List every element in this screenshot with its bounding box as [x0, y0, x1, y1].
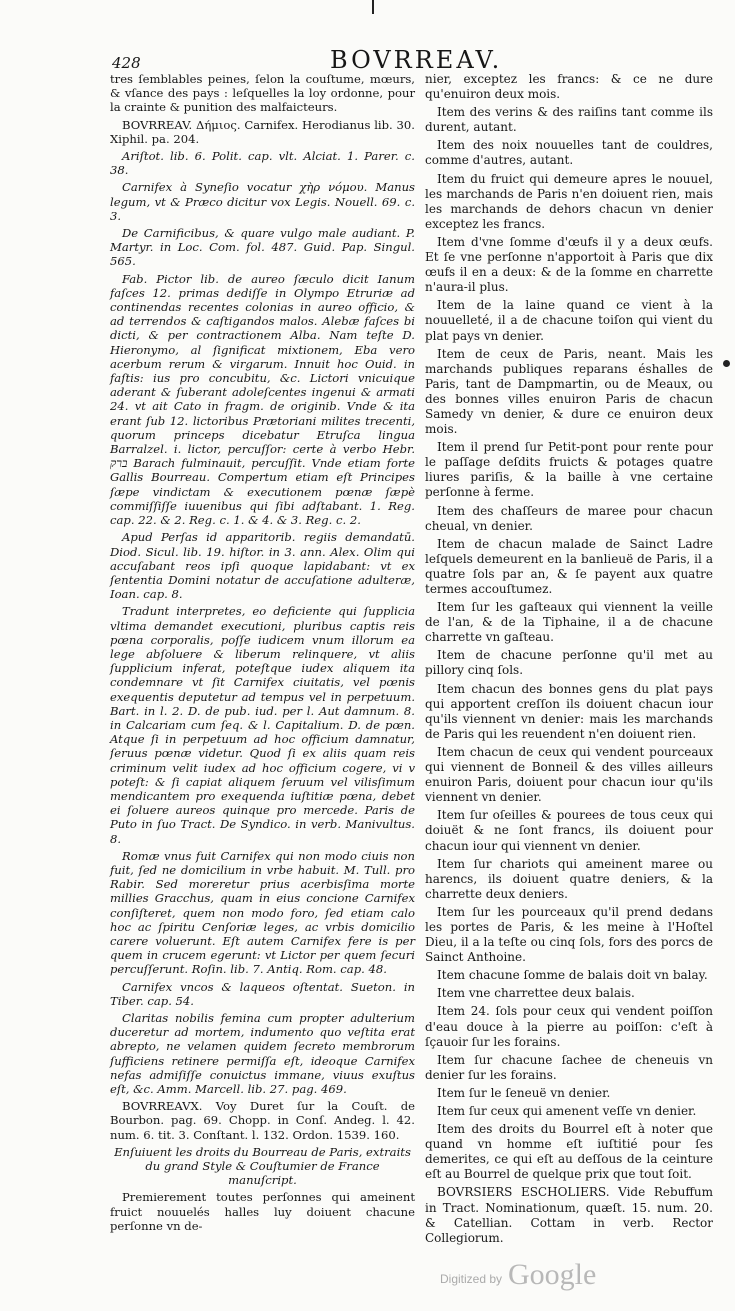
- left-paragraph: BOVRREAVX. Voy Duret ſur la Couſt. de Bourbon. pag. 69. Chopp. in Conſ. Andeg. l. 42. num. 6. tit. 3. Conſtant. l. 132. Ordon. 1539. 160.: [110, 1099, 415, 1142]
- right-paragraph: BOVRSIERS ESCHOLIERS. Vide Rebuffum in Tract. Nominationum, quæſt. 15. num. 20. & Catellian. Cottam in verb. Rector Collegiorum.: [425, 1185, 713, 1245]
- right-paragraph: Item d'vne ſomme d'œufs il y a deux œufs. Et ſe vne perſonne n'apportoit à Paris que dix œufs il en a deux: & de la ſomme en charrette n'aura-il plus.: [425, 234, 713, 295]
- right-paragraph: Item ſur ceux qui amenent veſſe vn denier.: [437, 1104, 697, 1118]
- right-paragraph: Item chacun de ceux qui vendent pourceaux qui viennent de Bonneil & des villes ailleurs enuiron Paris, doiuent pour chacun iour qu'ils viennent vn denier.: [425, 744, 713, 805]
- left-paragraph: Apud Perſas id apparitorib. regiis demandatū. Diod. Sicul. lib. 19. hiſtor. in 3. ann. Alex. Olim qui accuſabant reos ipſi quoque lapidabant: vt ex ſententia Domini notatur de accuſatione adulteræ, Ioan. cap. 8.: [110, 530, 415, 602]
- right-paragraph: nier, exceptez les francs: & ce ne dure qu'enuiron deux mois.: [425, 72, 713, 102]
- left-paragraph: Carnifex vncos & laqueos oſtentat. Sueton. in Tiber. cap. 54.: [110, 979, 415, 1008]
- top-ink-mark: [372, 0, 374, 14]
- right-paragraph: Item des noix nouuelles tant de couldres, comme d'autres, autant.: [425, 138, 713, 168]
- left-paragraph: Premierement toutes perſonnes qui ameinent fruict nouuelés halles luy doiuent chacune perſonne vn de-: [110, 1190, 415, 1233]
- right-paragraph: Item de chacun malade de Sainct Ladre leſquels demeurent en la banlieuë de Paris, il a quatre ſols par an, & ſe payent aux quatre termes accouſtumez.: [425, 536, 713, 596]
- right-paragraph: Item ſur le ſeneuë vn denier.: [437, 1085, 611, 1100]
- right-paragraph: Item de la laine quand ce vient à la nouuelleté, il a de chacune toiſon qui vient du plat pays vn denier.: [425, 298, 713, 343]
- left-paragraph: Fab. Pictor lib. de aureo ſæculo dicit Ianum faſces 12. primas dediſſe in Olympo Etruriæ ad continendas recentes colonias in aureo officio, & ad terrendos & caſtigandos malos. Alebæ faſces bi dicti, & per contractionem Alba. Nam teſte D. Hieronymo, al ſignificat mixtionem, Eba vero acerbum rerum & virgarum. Innuit hoc Ouid. in faſtis: ius pro concubitu, &c. Lictori vnicuique aderant & ſuberant adoleſcentes ingenui & armati 24. vt ait Cato in fragm. de originib. Vnde & ita erant ſub 12. lictoribus Prætoriani milites trecenti, quorum princeps dicebatur Etruſca lingua Barralzel. i. lictor, percuſſor: certe à verbo Hebr. ברק Barach fulminauit, percuſſit. Vnde etiam forte Gallis Bourreau. Compertum etiam eſt Principes ſæpe vindictam & executionem pœnæ ſæpè commiſſiſſe iuuenibus qui ſibi adſtabant. 1. Reg. cap. 22. & 2. Reg. c. 1. & 4. & 3. Reg. c. 2.: [110, 271, 415, 528]
- right-paragraph: Item ſur les pourceaux qu'il prend dedans les portes de Paris, & les meine à l'Hoſtel Dieu, il a la teſte ou cinq ſols, fors des porcs de Sainct Anthoine.: [425, 904, 713, 965]
- right-paragraph: Item chacun des bonnes gens du plat pays qui apportent creſſon ils doiuent chacun iour qu'ils viennent vn denier: mais les marchands de Paris qui les reuendent n'en doiuent rien.: [425, 681, 713, 741]
- right-paragraph: Item ſur chariots qui ameinent maree ou harencs, ils doiuent quatre deniers, & la charrette deux deniers.: [425, 856, 713, 901]
- google-logo: Google: [508, 1258, 597, 1291]
- left-paragraph: tres ſemblables peines, ſelon la couſtume, mœurs, & vſance des pays : leſquelles la loy ordonne, pour la crainte & punition des malfaicteurs.: [110, 72, 415, 115]
- left-paragraph: De Carnificibus, & quare vulgo male audiant. P. Martyr. in Loc. Com. fol. 487. Guid. Pap. Singul. 565.: [110, 226, 415, 269]
- digitized-watermark: [440, 1258, 640, 1294]
- left-paragraph: Tradunt interpretes, eo deficiente qui ſupplicia vltima demandet executioni, pluribus captis reis pœna corporalis, poſſe iudicem vnum illorum ea lege abſoluere & liberum relinquere, vt aliis ſupplicium inferat, poteſtque iudex aliquem ita condemnare vt ſit Carnifex ciuitatis, vel pœnis exequentis deputetur ad tempus vel in perpetuum. Bart. in l. 2. D. de pub. iud. per l. Aut damnum. 8. in Calcariam cum ſeq. & l. Capitalium. D. de pœn. Atque ſi in perpetuum ad hoc officium damnatur, ſeruus pœnæ videtur. Quod ſi ex aliis quam reis criminum velit iudex ad hoc officium cogere, vi v poteſt: & ſi capiat aliquem ſeruum vel vilisſimum mendicantem pro exequenda iuſtitiæ pœna, debet ei ſoluere aureos quinque pro mercede. Paris de Puto in ſuo Tract. De Syndico. in verb. Manivultus. 8.: [110, 604, 415, 846]
- right-paragraph: Item des droits du Bourrel eſt à noter que quand vn homme eſt iuſtitié pour ſes demerites, ce qui eſt au deſſous de la ceinture eſt au Bourrel de quelque prix que tout ſoit.: [425, 1122, 713, 1182]
- section-heading: Enſuiuent les droits du Bourreau de Paris, extraits du grand Style & Couſtumier de France manuſcript.: [114, 1144, 411, 1188]
- left-paragraph: Carnifex à Syneſio vocatur χὴρ νόμου. Manus legum, vt & Præco dicitur vox Legis. Nouell. 69. c. 3.: [110, 180, 415, 223]
- right-paragraph: Item des chaſſeurs de maree pour chacun cheual, vn denier.: [425, 503, 713, 533]
- right-paragraph: Item vne charrettee deux balais.: [437, 986, 635, 1001]
- right-paragraph: Item il prend ſur Petit-pont pour rente pour le paſſage deſdits fruicts & potages quatre liures pariſis, & la baille à vne certaine perſonne à ferme.: [425, 440, 713, 500]
- right-paragraph: Item ſur chacune ſachee de cheneuis vn denier ſur les forains.: [425, 1052, 713, 1082]
- margin-ink-dot: [723, 360, 730, 367]
- running-head: BOVRREAV.: [330, 46, 503, 74]
- right-paragraph: Item du fruict qui demeure apres le nouuel, les marchands de Paris n'en doiuent rien, mais les marchands de dehors chacun vn denier exceptez les francs.: [425, 171, 713, 231]
- right-paragraph: Item ſur les gaſteaux qui viennent la veille de l'an, & de la Tiphaine, il a de chacune charrette vn gaſteau.: [425, 600, 713, 645]
- left-paragraph: Romæ vnus fuit Carnifex qui non modo ciuis non fuit, ſed ne domicilium in vrbe habuit. M. Tull. pro Rabir. Sed moreretur prius acerbisſima morte millies Gracchus, quam in eius concione Carnifex conſiſteret, quem non modo foro, ſed etiam calo hoc ac ſpiritu Cenſoriæ leges, ac vrbis domicilio carere voluerunt. Eſt autem Carnifex fere is per quem in crucem egerunt: vt Lictor per quem ſecuri percuſſerunt. Roſin. lib. 7. Antiq. Rom. cap. 48.: [110, 848, 415, 977]
- left-column: [110, 72, 415, 1236]
- right-paragraph: Item des verins & des raiſins tant comme ils durent, autant.: [425, 105, 713, 135]
- right-paragraph: Item de ceux de Paris, neant. Mais les marchands publiques reparans éshalles de Paris, tant de Dampmartin, ou de Meaux, ou des bonnes villes enuiron Paris de chacun Samedy vn denier, & dure ce enuiron deux mois.: [425, 346, 713, 437]
- left-paragraph: BOVRREAV. Δήμιος. Carnifex. Herodianus lib. 30. Xiphil. pa. 204.: [110, 117, 415, 146]
- left-paragraph: Claritas nobilis femina cum propter adulterium duceretur ad mortem, indumento quo veſtita erat abrepto, ne velamen quidem ſecreto membrorum ſufficiens retinere permiſſa eſt, ideoque Carnifex nefas admiſiſſe conuictus immane, viuus exuſtus eſt, &c. Amm. Marcell. lib. 27. pag. 469.: [110, 1011, 415, 1097]
- left-paragraph: Ariſtot. lib. 6. Polit. cap. vlt. Alciat. 1. Parer. c. 38.: [110, 149, 415, 178]
- right-paragraph: Item 24. ſols pour ceux qui vendent poiſſon d'eau douce à la pierre au poiſſon: c'eſt à ſçauoir ſur les forains.: [425, 1004, 713, 1049]
- right-paragraph: Item chacune ſomme de balais doit vn balay.: [437, 968, 708, 983]
- right-paragraph: Item ſur oſeilles & pourees de tous ceux qui doiuët & ne ſont francs, ils doiuent pour chacun iour qui viennent vn denier.: [425, 808, 713, 853]
- digitized-label: Digitized by: [440, 1272, 503, 1286]
- right-paragraph: Item de chacune perſonne qu'il met au pillory cinq ſols.: [425, 648, 713, 678]
- page-number: 428: [112, 54, 141, 72]
- right-column: [425, 72, 713, 1249]
